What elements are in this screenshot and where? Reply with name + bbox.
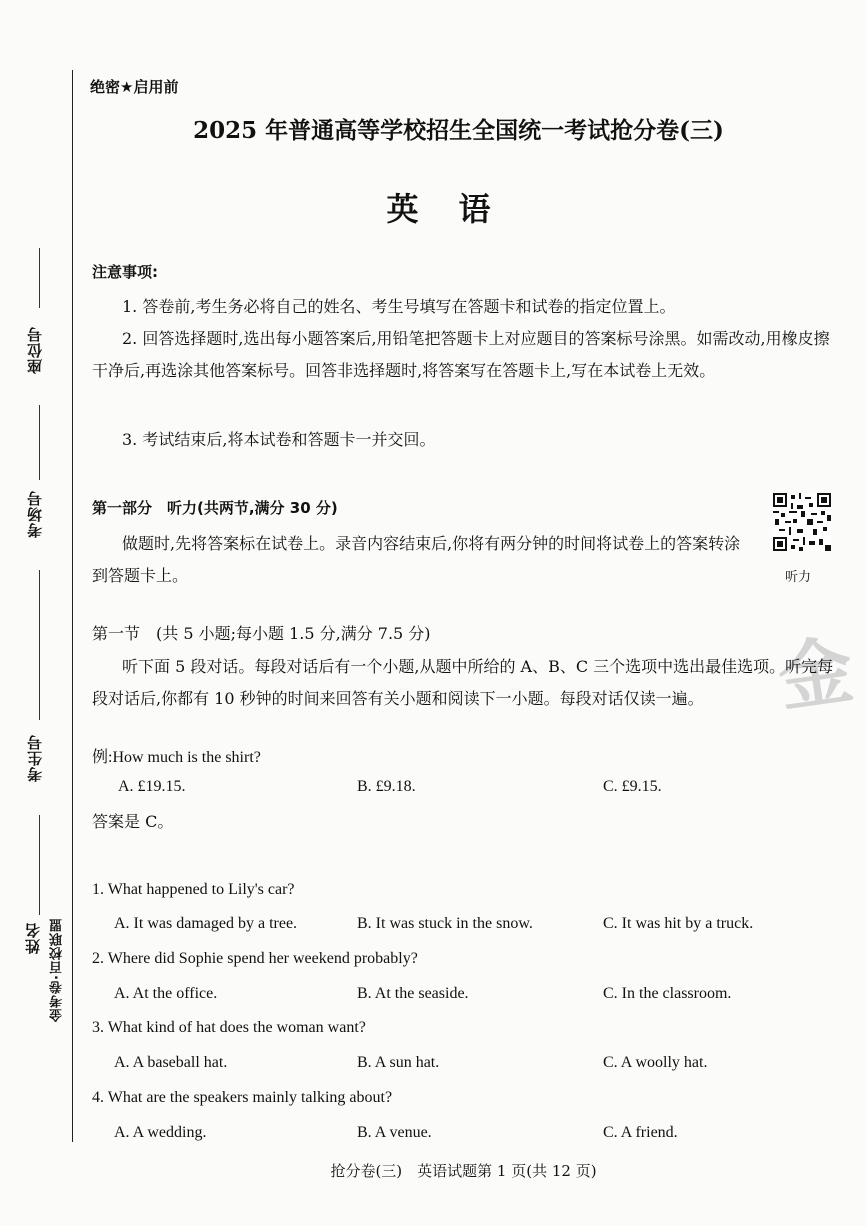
example-option-a: A. £19.15.: [118, 778, 186, 795]
question-stem: 4. What are the speakers mainly talking about?: [92, 1089, 393, 1106]
union-label: 金考卷·百校联盟: [50, 918, 65, 1022]
option-b: B. A sun hat.: [357, 1054, 440, 1071]
question-stem: 2. Where did Sophie spend her weekend probably?: [92, 950, 418, 967]
room-label: 考场号: [26, 490, 44, 538]
name-label: 姓名: [24, 922, 42, 954]
note-item-3: 3. 考试结束后,将本试卷和答题卡一并交回。: [122, 430, 436, 449]
qr-label: 听力: [785, 570, 812, 585]
name-rule: [39, 815, 40, 915]
option-c: C. A woolly hat.: [603, 1054, 708, 1071]
option-a: A. A wedding.: [114, 1124, 207, 1141]
option-c: C. In the classroom.: [603, 985, 732, 1002]
part1-heading: 第一部分 听力(共两节,满分 30 分): [92, 499, 338, 517]
exam-title: 2025 年普通高等学校招生全国统一考试抢分卷(三): [193, 117, 724, 144]
confidential-label: 绝密★启用前: [90, 78, 179, 96]
notes-heading: 注意事项:: [92, 263, 158, 281]
section1-instruction: 听下面 5 段对话。每段对话后有一个小题,从题中所给的 A、B、C 三个选项中选出最佳选项。听完每段对话后,你都有 10 秒钟的时间来回答有关小题和阅读下一小题。每段对话仅读一遍。: [92, 657, 834, 708]
student-id-rule: [39, 570, 40, 720]
option-b: B. At the seaside.: [357, 985, 469, 1002]
page-footer: 抢分卷(三) 英语试题第 1 页(共 12 页): [330, 1162, 597, 1180]
option-a: A. A baseball hat.: [114, 1054, 228, 1071]
example-option-c: C. £9.15.: [603, 778, 662, 795]
part1-instruction: 做题时,先将答案标在试卷上。录音内容结束后,你将有两分钟的时间将试卷上的答案转涂到答题卡上。: [92, 534, 741, 585]
watermark-stamp: 金: [773, 627, 859, 723]
option-a: A. It was damaged by a tree.: [114, 915, 298, 932]
note-item-1: 1. 答卷前,考生务必将自己的姓名、考生号填写在答题卡和试卷的指定位置上。: [122, 297, 676, 316]
option-a: A. At the office.: [114, 985, 218, 1002]
subject-title: 英语: [386, 190, 531, 228]
qr-code-icon[interactable]: [773, 493, 831, 551]
example-answer: 答案是 C。: [92, 812, 174, 831]
note-item-2: 2. 回答选择题时,选出每小题答案后,用铅笔把答题卡上对应题目的答案标号涂黑。如需改动,用橡皮擦干净后,再选涂其他答案标号。回答非选择题时,将答案写在答题卡上,写在本试卷上无效。: [92, 329, 830, 380]
student-id-label: 考生号: [26, 734, 44, 782]
example-option-b: B. £9.18.: [357, 778, 416, 795]
question-stem: 3. What kind of hat does the woman want?: [92, 1019, 366, 1036]
seat-label: 座位号: [26, 326, 44, 374]
binding-line: [72, 70, 73, 1142]
option-c: C. It was hit by a truck.: [603, 915, 754, 932]
option-b: B. It was stuck in the snow.: [357, 915, 533, 932]
option-c: C. A friend.: [603, 1124, 678, 1141]
question-stem: 1. What happened to Lily's car?: [92, 881, 295, 898]
room-rule: [39, 405, 40, 480]
option-b: B. A venue.: [357, 1124, 432, 1141]
seat-rule: [39, 248, 40, 308]
section1-heading: 第一节 (共 5 小题;每小题 1.5 分,满分 7.5 分): [92, 624, 431, 643]
example-question: 例:How much is the shirt?: [92, 749, 261, 766]
